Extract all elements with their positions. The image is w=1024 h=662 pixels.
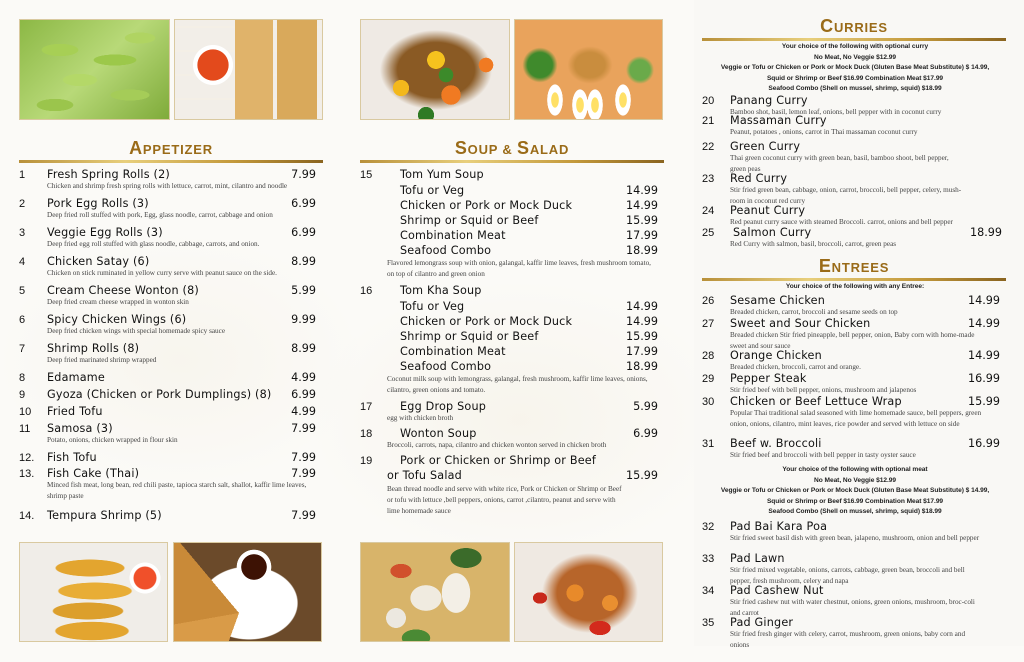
menu-item: 24 Peanut Curry Red peanut curry sauce with steamed Broccoli. carrot, onions and bell pepper	[702, 204, 953, 226]
menu-item: 9 Gyoza (Chicken or Pork Dumplings) (8) 6.99	[19, 388, 316, 401]
entrees-list	[702, 294, 1000, 459]
menu-item: 22 Green Curry Thai green coconut curry with green bean, basil, bamboo shoot, bell pepper, green peas	[702, 140, 949, 173]
menu-item: 11 Samosa (3) 7.99 Potato, onions, chicken wrapped in flour skin	[19, 422, 316, 444]
orange-chicken-photo	[360, 19, 510, 120]
menu-item: 3 Veggie Egg Rolls (3) 6.99 Deep fried egg roll stuffed with glass noodle, cabbage, carrots, and onion.	[19, 226, 316, 248]
fried-tofu-photo	[174, 19, 323, 120]
gold-divider	[702, 38, 1006, 41]
curries-title: CURRIES	[820, 16, 888, 36]
menu-item: 14. Tempura Shrimp (5) 7.99	[19, 509, 316, 522]
menu-item: 31 Beef w. Broccoli 16.99 Stir fried beef and broccoli with bell pepper in tasty oyster sauce	[702, 437, 1000, 459]
menu-item: 20 Panang Curry Bamboo shot, basil, lemon leaf, onions, bell pepper with in coconut curry	[702, 94, 942, 116]
curries-list	[702, 94, 1002, 248]
entrees-header	[702, 258, 1006, 281]
menu-item: 30 Chicken or Beef Lettuce Wrap 15.99 Popular Thai traditional salad seasoned with lime homemade sauce, bell peppers, green onion, onions, cilantro, mint leaves, rice powder and served with lettuce on side	[702, 395, 1000, 428]
menu-item: 4 Chicken Satay (6) 8.99 Chicken on stick ruminated in yellow curry serve with peanut sauce on the side.	[19, 255, 316, 277]
appetizer-title: APPETIZER	[129, 138, 213, 158]
appetizer-header	[19, 140, 323, 163]
menu-item: 25 Salmon Curry 18.99 Red Curry with salmon, basil, broccoli, carrot, green peas	[702, 226, 1002, 248]
menu-item: 16 Tom Kha Soup Tofu or Veg 14.99 Chicken or Pork or Mock Duck 14.99 Shrimp or Squid or Beef 15.99 Combination Meat 17.99 Seafood Combo 18.99 Coconut milk soup with lemongrass, galangal, fresh mushroom, kaffir lime leaves, onions, cilantro, green onions and tomato.	[360, 284, 658, 394]
menu-item: 27 Sweet and Sour Chicken 14.99 Breaded chicken Stir fried pineapple, bell pepper, onion, Baby corn with home-made sweet and sour sauce	[702, 317, 1000, 350]
curries-pricing-note: Your choice of the following with optional curry No Meat, No Veggie $12.99 Veggie or Tofu or Chicken or Pork or Mock Duck (Gluten Base Meat Substitute) $ 14.99, Squid or Shrimp or Beef $16.99 Combination Meat $17.99 Seafood Combo (Shell on mussel, shrimp, squid) $18.99	[720, 43, 990, 92]
appetizer-list	[19, 168, 316, 526]
gold-divider	[360, 160, 664, 163]
khao-soi-photo	[514, 19, 663, 120]
menu-item: 33 Pad Lawn Stir fried mixed vegetable, onions, carrots, cabbage, green bean, broccoli and bell pepper, fresh mushroom, celery and napa	[702, 552, 965, 585]
entrees-pricing-note: Your choice of the following with optional meat No Meat, No Veggie $12.99 Veggie or Tofu or Chicken or Pork or Mock Duck (Gluten Base Meat Substitute) $ 14.99, Squid or Shrimp or Beef $16.99 Combination Meat $17.99 Seafood Combo (Shell on mussel, shrimp, squid) $18.99	[720, 466, 990, 515]
edamame-photo	[19, 19, 170, 120]
menu-item: 10 Fried Tofu 4.99	[19, 405, 316, 418]
menu-item: 1 Fresh Spring Rolls (2) 7.99 Chicken and shrimp fresh spring rolls with lettuce, carrot, mint, cilantro and noodle	[19, 168, 316, 190]
soup-salad-title: SOUP & SALAD	[454, 138, 570, 158]
menu-item: 21 Massaman Curry Peanut, potatoes , onions, carrot in Thai massaman coconut curry	[702, 114, 918, 136]
menu-item: 17 Egg Drop Soup 5.99 egg with chicken broth	[360, 400, 658, 422]
tempura-shrimp-photo	[19, 542, 168, 642]
menu-item: 2 Pork Egg Rolls (3) 6.99 Deep fried roll stuffed with pork, Egg, glass noodle, carrot, cabbage and onion	[19, 197, 316, 219]
menu-item: 5 Cream Cheese Wonton (8) 5.99 Deep fried cream cheese wrapped in wonton skin	[19, 284, 316, 306]
entrees-choice-note: Your choice of the following with any Entree:	[785, 283, 925, 290]
entrees-title: ENTREES	[818, 256, 890, 276]
menu-item: 12. Fish Tofu 7.99	[19, 451, 316, 464]
menu-item: 23 Red Curry Stir fried green bean, cabbage, onion, carrot, broccoli, bell pepper, celery, mush-room in coconut red curry	[702, 172, 962, 205]
gold-divider	[19, 160, 323, 163]
samosa-photo	[173, 542, 322, 642]
menu-item: 15 Tom Yum Soup Tofu or Veg 14.99 Chicken or Pork or Mock Duck 14.99 Shrimp or Squid or Beef 15.99 Combination Meat 17.99 Seafood Combo 18.99 Flavored lemongrass soup with onion, galangal, kaffir lime leaves, fresh mushroom tomato, on top of cilantro and green onion	[360, 168, 658, 278]
menu-item: 34 Pad Cashew Nut Stir fried cashew nut with water chestnut, onions, green onions, mushroom, broc-coli and carrot	[702, 584, 975, 617]
menu-item: 26 Sesame Chicken 14.99 Breaded chicken, carrot, broccoli and sesame seeds on top	[702, 294, 1000, 316]
stir-fry-list	[702, 520, 992, 648]
curries-header	[702, 18, 1006, 41]
menu-item: 8 Edamame 4.99	[19, 371, 316, 384]
seafood-curry-photo	[360, 542, 510, 642]
menu-item: 6 Spicy Chicken Wings (6) 9.99 Deep fried chicken wings with special homemade spicy sauce	[19, 313, 316, 335]
menu-item: 7 Shrimp Rolls (8) 8.99 Deep fried marinated shrimp wrapped	[19, 342, 316, 364]
menu-item: 18 Wonton Soup 6.99 Broccoli, carrots, napa, cilantro and chicken wonton served in chicken broth	[360, 427, 658, 449]
menu-item: 28 Orange Chicken 14.99 Breaded chicken, broccoli, carrot and orange.	[702, 349, 1000, 371]
gold-divider	[702, 278, 1006, 281]
soup-salad-list	[360, 168, 658, 517]
menu-item: 32 Pad Bai Kara Poa Stir fried sweet basil dish with green bean, jalapeno, mushroom, onion and bell pepper	[702, 520, 980, 542]
menu-item: 29 Pepper Steak 16.99 Stir fried beef with bell pepper, onions, mushroom and jalapenos	[702, 372, 1000, 394]
menu-item: 19 Pork or Chicken or Shrimp or Beef or Tofu Salad 15.99 Bean thread noodle and serve with white rice, Pork or Chicken or Shrimp or Beef or tofu with lettuce ,bell peppers, onions, carrot ,cilantro, peanut and serve with lime homemade sauce	[360, 454, 658, 515]
menu-item: 35 Pad Ginger Stir fried fresh ginger with celery, carrot, mushroom, green onions, baby corn and onions	[702, 616, 966, 649]
shrimp-stir-fry-photo	[514, 542, 663, 642]
soup-salad-header	[360, 140, 664, 163]
menu-item: 13. Fish Cake (Thai) 7.99 Minced fish meat, long bean, red chili paste, tapioca starch salt, shallot, kaffir lime leaves, shrimp paste	[19, 467, 316, 500]
